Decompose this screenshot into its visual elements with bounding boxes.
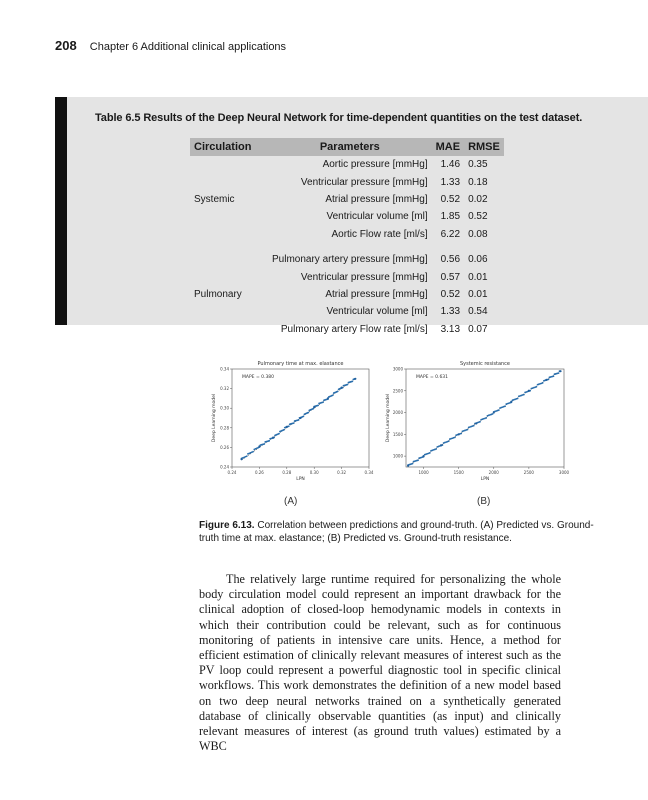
group-name — [190, 156, 268, 173]
param-cell: Ventricular volume [ml] — [326, 211, 428, 223]
data-point — [440, 444, 442, 446]
x-tick-label: 0.30 — [309, 470, 319, 475]
data-point — [558, 372, 560, 374]
table-accent-bar — [55, 97, 67, 325]
data-point — [479, 421, 481, 423]
table-row — [190, 268, 504, 285]
data-point — [542, 382, 544, 384]
x-tick-label: 3000 — [558, 470, 570, 475]
x-tick-label: 2500 — [523, 470, 534, 475]
data-point — [341, 387, 343, 389]
group-name — [190, 303, 268, 320]
x-tick-label: 0.26 — [254, 470, 264, 475]
mae-cell: 0.52 — [440, 193, 461, 205]
x-tick-label: 2000 — [488, 470, 499, 475]
data-point — [545, 379, 547, 381]
rmse-cell: 0.01 — [468, 271, 488, 283]
mae-cell: 6.22 — [440, 228, 461, 240]
data-point — [293, 422, 295, 424]
group-name — [190, 173, 268, 190]
mae-cell: 0.57 — [440, 271, 461, 283]
rmse-cell: 0.07 — [468, 323, 488, 335]
data-point — [298, 419, 300, 421]
data-point — [332, 394, 334, 396]
rmse-cell: 0.54 — [468, 306, 488, 318]
param-cell: Ventricular volume [ml] — [326, 306, 428, 318]
data-point — [510, 401, 512, 403]
param-cell: Aortic pressure [mmHg] — [322, 159, 428, 171]
x-axis-label: LPN — [480, 477, 490, 482]
rmse-cell: 0.06 — [468, 254, 488, 266]
x-tick-label: 0.34 — [364, 470, 374, 475]
data-point — [485, 417, 487, 419]
results-table — [190, 138, 504, 338]
page-number: 208 — [55, 38, 77, 53]
rmse-cell: 0.52 — [468, 211, 488, 223]
table-row — [190, 286, 504, 303]
data-point — [493, 411, 495, 413]
group-name: Systemic — [194, 193, 235, 205]
param-cell: Ventricular pressure [mmHg] — [300, 271, 428, 283]
data-point — [288, 425, 290, 427]
x-tick-label: 1000 — [418, 470, 429, 475]
col-header-rmse: RMSE — [464, 138, 504, 156]
figure-caption-label: Figure 6.13. — [199, 520, 255, 531]
table-header-row — [190, 138, 504, 156]
data-point — [407, 465, 409, 467]
group-name — [190, 321, 268, 338]
figure-caption-text: Correlation between predictions and ground-truth. (A) Predicted vs. Ground-truth time at max. elastance; (B) Predicted vs. Ground-truth resistance. — [199, 520, 594, 544]
y-axis-label: Deep Learning model — [212, 393, 217, 443]
mae-cell: 1.46 — [440, 159, 461, 171]
data-point — [458, 433, 460, 435]
col-header-mae: MAE — [432, 138, 464, 156]
y-tick-label: 2500 — [392, 388, 403, 394]
data-point — [454, 436, 456, 438]
data-point — [313, 406, 315, 408]
data-point — [429, 452, 431, 454]
x-tick-label: 0.24 — [227, 470, 237, 475]
col-header-circulation: Circulation — [190, 138, 268, 156]
y-tick-label: 3000 — [392, 366, 403, 372]
y-tick-label: 0.28 — [220, 425, 229, 431]
group-name — [190, 251, 268, 268]
data-point — [412, 463, 414, 465]
data-point — [435, 448, 437, 450]
y-tick-label: 0.24 — [220, 464, 229, 470]
data-point — [272, 437, 274, 439]
param-cell: Pulmonary artery pressure [mmHg] — [272, 254, 428, 266]
figure-caption — [199, 519, 599, 545]
data-point — [283, 429, 285, 431]
mae-cell: 1.85 — [440, 211, 461, 223]
data-point — [417, 459, 419, 461]
mape-annotation: MAPE = 0.380 — [242, 375, 275, 380]
table-row — [190, 208, 504, 225]
y-axis-label: Deep Learning model — [386, 393, 391, 443]
data-point — [448, 440, 450, 442]
data-point — [553, 375, 555, 377]
mae-cell: 0.52 — [440, 288, 461, 300]
data-point — [258, 445, 260, 447]
data-point — [337, 391, 339, 393]
chart-b — [378, 352, 568, 487]
page-header — [55, 38, 286, 53]
table-row — [190, 173, 504, 190]
param-cell: Atrial pressure [mmHg] — [325, 288, 428, 300]
data-point — [347, 384, 349, 386]
data-point — [548, 378, 550, 380]
param-cell: Atrial pressure [mmHg] — [325, 193, 428, 205]
group-name — [190, 268, 268, 285]
rmse-cell: 0.08 — [468, 228, 488, 240]
data-point — [286, 426, 288, 428]
table-row — [190, 303, 504, 320]
x-tick-label: 1500 — [453, 470, 464, 475]
chapter-title: Chapter 6 Additional clinical applications — [89, 41, 287, 53]
data-point — [517, 398, 519, 400]
rmse-cell: 0.18 — [468, 176, 488, 188]
data-point — [322, 401, 324, 403]
data-point — [523, 394, 525, 396]
data-point — [307, 412, 309, 414]
data-point — [303, 415, 305, 417]
y-tick-label: 0.32 — [220, 386, 229, 392]
data-point — [498, 409, 500, 411]
table-row — [190, 156, 504, 173]
chart-title: Pulmonary time at max. elastance — [257, 361, 344, 367]
y-tick-label: 1500 — [392, 431, 403, 437]
group-name — [190, 208, 268, 225]
mae-cell: 3.13 — [440, 323, 461, 335]
col-header-parameters: Parameters — [268, 138, 432, 156]
mae-cell: 1.33 — [440, 176, 461, 188]
x-axis-label: LPN — [296, 477, 305, 482]
body-text — [199, 572, 561, 754]
y-tick-label: 1000 — [392, 453, 403, 459]
data-point — [246, 455, 248, 457]
data-point — [351, 380, 353, 382]
x-tick-label: 0.28 — [282, 470, 292, 475]
data-point — [299, 417, 301, 419]
data-point — [263, 443, 265, 445]
group-name — [190, 226, 268, 243]
group-spacer — [190, 243, 504, 251]
rmse-cell: 0.35 — [468, 159, 488, 171]
figure-label-b: (B) — [477, 496, 491, 507]
data-point — [252, 451, 254, 453]
chart-title: Systemic resistance — [459, 361, 511, 367]
data-point — [475, 422, 477, 424]
mape-annotation: MAPE = 0.631 — [416, 375, 449, 380]
mae-cell: 0.56 — [440, 254, 461, 266]
param-cell: Ventricular pressure [mmHg] — [300, 176, 428, 188]
y-tick-label: 0.26 — [220, 444, 229, 450]
data-point — [422, 455, 424, 457]
y-tick-label: 0.34 — [220, 366, 229, 372]
data-point — [317, 405, 319, 407]
data-point — [559, 370, 561, 372]
y-tick-label: 0.30 — [220, 405, 229, 411]
data-point — [528, 390, 530, 392]
data-point — [354, 378, 356, 380]
data-point — [278, 433, 280, 435]
rmse-cell: 0.02 — [468, 193, 488, 205]
param-cell: Aortic Flow rate [ml/s] — [331, 228, 428, 240]
table-row — [190, 251, 504, 268]
table-row — [190, 226, 504, 243]
chart-a — [199, 352, 374, 487]
data-point — [460, 433, 462, 435]
data-point — [473, 425, 475, 427]
table-row — [190, 191, 504, 208]
data-point — [467, 429, 469, 431]
y-tick-label: 2000 — [392, 410, 403, 416]
table-row — [190, 321, 504, 338]
mae-cell: 1.33 — [440, 306, 461, 318]
figure-a — [199, 352, 374, 492]
x-tick-label: 0.32 — [337, 470, 347, 475]
data-point — [268, 440, 270, 442]
data-point — [327, 397, 329, 399]
data-point — [240, 458, 242, 460]
figure-label-a: (A) — [284, 496, 298, 507]
rmse-cell: 0.01 — [468, 288, 488, 300]
figure-b — [378, 352, 568, 492]
data-point — [504, 405, 506, 407]
data-point — [536, 386, 538, 388]
table-caption: Table 6.5 Results of the Deep Neural Network for time-dependent quantities on the test dataset. — [95, 112, 583, 124]
group-name: Pulmonary — [194, 288, 242, 300]
param-cell: Pulmonary artery Flow rate [ml/s] — [280, 323, 428, 335]
body-paragraph: The relatively large runtime required for personalizing the whole body circulation model could represent an important drawback for the clinical adoption of closed-loop hemodynamic models in contexts in which their contribution could be relevant, such as for continuous monitoring of patients in intensive care units. Hence, a method for efficient estimation of clinically relevant measures of interest such as the PV loop could represent a powerful diagnostic tool in specific clinical workflows. This work demonstrates the definition of a new model based on two deep neural networks trained on a synthetically generated database of clinically observable quantities (as input) and clinically relevant measures of interest (as ground truth values) estimated by a WBC — [199, 572, 561, 754]
